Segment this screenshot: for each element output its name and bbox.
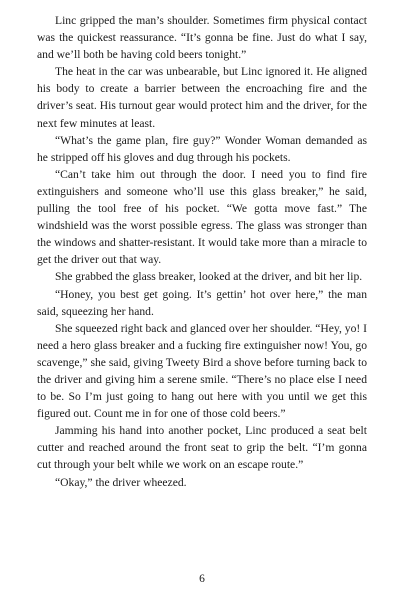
paragraph: “Okay,” the driver wheezed.	[55, 475, 187, 489]
paragraph: She grabbed the glass breaker, looked at the driver, and bit her lip.	[55, 270, 363, 284]
paragraph: She squeezed right back and glanced over her shoulder. “Hey, yo! I need a hero glass breaker and a fucking fire extinguisher now! You, go scavenge,” she said, giving Tweety Bird a shove before turning back to the driver and giving him a serene smile. “There’s no place else I need to be. So I’m just going to hang out here with you until we get this figured out. Count me in for one of those cold beers.”	[37, 321, 367, 421]
paragraph: “Can’t take him out through the door. I need you to find fire extinguishers and someone who’ll use this glass breaker,” he said, pulling the tool free of his pocket. “We gotta move fast.” The windshield was the worst possible egress. The glass was stronger than the windows and shatter-resistant. It would take more than a miracle to get the driver out that way.	[37, 167, 367, 267]
paragraph: “Honey, you best get going. It’s gettin’ hot over here,” the man said, squeezing her hand.	[37, 287, 367, 318]
paragraph: Linc gripped the man’s shoulder. Sometimes firm physical contact was the quickest reassurance. “It’s gonna be fine. Just do what I say, and we’ll both be having cold beers tonight.”	[37, 14, 367, 62]
page-number: 6	[199, 573, 205, 585]
paragraph: Jamming his hand into another pocket, Linc produced a seat belt cutter and reached around the front seat to grip the belt. “I’m gonna cut through your belt while we work on an escape route.”	[37, 424, 367, 472]
paragraph: “What’s the game plan, fire guy?” Wonder Woman demanded as he stripped off his gloves and dug through his pockets.	[37, 133, 367, 164]
paragraph: The heat in the car was unbearable, but Linc ignored it. He aligned his body to create a barrier between the encroaching fire and the driver’s seat. His turnout gear would protect him and the driver, for the next few minutes at least.	[37, 65, 367, 130]
